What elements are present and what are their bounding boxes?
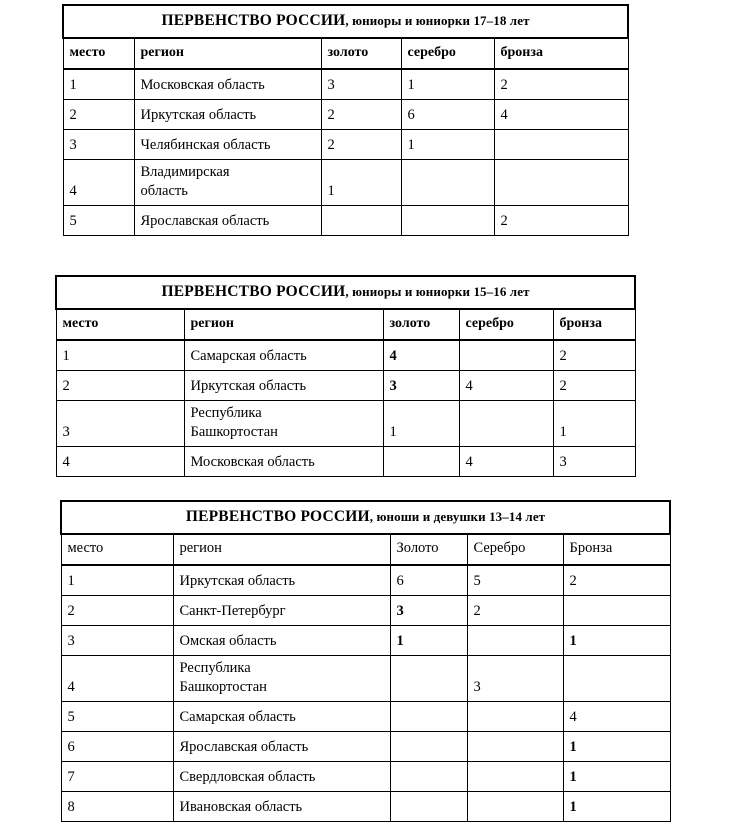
table-title-row (56, 276, 635, 309)
cell-silver: 4 (459, 447, 553, 477)
column-header-silver: Серебро (467, 534, 563, 565)
cell-bronze: 4 (494, 100, 628, 130)
table-body (61, 501, 670, 822)
cell-silver: 1 (401, 69, 494, 100)
table-title-row (61, 501, 670, 534)
table-row (61, 596, 670, 626)
cell-place: 1 (61, 565, 173, 596)
cell-place: 1 (63, 69, 134, 100)
cell-region: Иркутская область (173, 565, 390, 596)
cell-silver (401, 160, 494, 206)
table-title-subtitle: , юниоры и юниорки 17–18 лет (345, 12, 530, 28)
cell-silver: 6 (401, 100, 494, 130)
cell-region: Омская область (173, 626, 390, 656)
cell-silver (467, 792, 563, 822)
table-row (61, 656, 670, 702)
column-header-bronze: Бронза (563, 534, 670, 565)
table-row (63, 160, 628, 206)
table-row (61, 732, 670, 762)
cell-place: 4 (61, 656, 173, 702)
column-header-place: место (63, 38, 134, 69)
table-row (56, 371, 635, 401)
cell-silver: 4 (459, 371, 553, 401)
table-row (61, 565, 670, 596)
cell-region: Ярославская область (173, 732, 390, 762)
cell-gold: 3 (390, 596, 467, 626)
cell-place: 5 (61, 702, 173, 732)
column-header-silver: серебро (401, 38, 494, 69)
table-row (63, 69, 628, 100)
cell-gold (383, 447, 459, 477)
cell-silver (467, 762, 563, 792)
cell-place: 4 (56, 447, 184, 477)
column-header-gold: золото (383, 309, 459, 340)
cell-region: Республика Башкортостан (184, 401, 383, 447)
cell-bronze: 1 (563, 626, 670, 656)
cell-bronze (563, 596, 670, 626)
cell-bronze (494, 160, 628, 206)
column-header-region: регион (184, 309, 383, 340)
column-header-silver: серебро (459, 309, 553, 340)
cell-silver: 2 (467, 596, 563, 626)
cell-bronze: 1 (563, 762, 670, 792)
cell-gold (390, 762, 467, 792)
cell-silver (467, 732, 563, 762)
cell-gold (390, 702, 467, 732)
cell-gold: 1 (390, 626, 467, 656)
table-row (63, 100, 628, 130)
table-title (61, 501, 670, 534)
cell-region: Иркутская область (184, 371, 383, 401)
cell-bronze (494, 130, 628, 160)
cell-gold: 2 (321, 130, 401, 160)
cell-place: 3 (63, 130, 134, 160)
column-header-gold: Золото (390, 534, 467, 565)
table-title-subtitle: , юноши и девушки 13–14 лет (369, 508, 546, 524)
cell-place: 5 (63, 206, 134, 236)
cell-place: 6 (61, 732, 173, 762)
cell-gold: 3 (321, 69, 401, 100)
cell-gold: 3 (383, 371, 459, 401)
cell-gold: 2 (321, 100, 401, 130)
cell-gold: 1 (383, 401, 459, 447)
column-header-region: регион (134, 38, 321, 69)
cell-bronze: 2 (494, 206, 628, 236)
table-row (56, 447, 635, 477)
table-row (63, 130, 628, 160)
cell-region: Ярославская область (134, 206, 321, 236)
cell-silver: 5 (467, 565, 563, 596)
cell-gold (390, 732, 467, 762)
cell-place: 1 (56, 340, 184, 371)
cell-region: Челябинская область (134, 130, 321, 160)
cell-silver (467, 626, 563, 656)
cell-region: Самарская область (184, 340, 383, 371)
cell-silver (401, 206, 494, 236)
cell-bronze: 3 (553, 447, 635, 477)
table-row (63, 206, 628, 236)
column-header-row (61, 534, 670, 565)
cell-place: 8 (61, 792, 173, 822)
cell-gold: 1 (321, 160, 401, 206)
cell-gold: 6 (390, 565, 467, 596)
cell-bronze: 1 (563, 792, 670, 822)
cell-silver (459, 340, 553, 371)
cell-region: Свердловская область (173, 762, 390, 792)
medal-table-17-18 (62, 4, 629, 236)
table-title-subtitle: , юниоры и юниорки 15–16 лет (345, 283, 530, 299)
cell-region: Республика Башкортостан (173, 656, 390, 702)
cell-bronze: 2 (553, 371, 635, 401)
cell-bronze: 2 (553, 340, 635, 371)
cell-place: 2 (63, 100, 134, 130)
cell-place: 4 (63, 160, 134, 206)
cell-region: Владимирская область (134, 160, 321, 206)
cell-place: 3 (61, 626, 173, 656)
cell-gold (321, 206, 401, 236)
column-header-gold: золото (321, 38, 401, 69)
cell-region: Иркутская область (134, 100, 321, 130)
cell-silver (467, 702, 563, 732)
table-body (56, 276, 635, 477)
cell-region: Московская область (184, 447, 383, 477)
cell-gold (390, 792, 467, 822)
cell-region: Московская область (134, 69, 321, 100)
table-title (56, 276, 635, 309)
column-header-row (56, 309, 635, 340)
cell-place: 3 (56, 401, 184, 447)
cell-silver (459, 401, 553, 447)
medal-table-15-16 (55, 275, 636, 477)
cell-bronze: 1 (553, 401, 635, 447)
cell-bronze: 2 (494, 69, 628, 100)
cell-bronze (563, 656, 670, 702)
cell-place: 2 (56, 371, 184, 401)
table-body (63, 5, 628, 236)
table-title (63, 5, 628, 38)
table-title-main: ПЕРВЕНСТВО РОССИИ (161, 11, 346, 29)
cell-gold (390, 656, 467, 702)
table-row (61, 762, 670, 792)
table-row (61, 626, 670, 656)
cell-region: Ивановская область (173, 792, 390, 822)
cell-gold: 4 (383, 340, 459, 371)
cell-region: Самарская область (173, 702, 390, 732)
cell-silver: 1 (401, 130, 494, 160)
column-header-bronze: бронза (494, 38, 628, 69)
table-row (61, 792, 670, 822)
cell-bronze: 1 (563, 732, 670, 762)
table-row (61, 702, 670, 732)
cell-bronze: 2 (563, 565, 670, 596)
table-title-main: ПЕРВЕНСТВО РОССИИ (185, 507, 370, 525)
column-header-place: место (56, 309, 184, 340)
cell-place: 2 (61, 596, 173, 626)
column-header-bronze: бронза (553, 309, 635, 340)
medal-table-13-14 (60, 500, 671, 822)
table-title-main: ПЕРВЕНСТВО РОССИИ (161, 282, 346, 300)
table-title-row (63, 5, 628, 38)
column-header-place: место (61, 534, 173, 565)
cell-silver: 3 (467, 656, 563, 702)
cell-bronze: 4 (563, 702, 670, 732)
cell-place: 7 (61, 762, 173, 792)
cell-region: Санкт-Петербург (173, 596, 390, 626)
table-row (56, 340, 635, 371)
column-header-row (63, 38, 628, 69)
table-row (56, 401, 635, 447)
column-header-region: регион (173, 534, 390, 565)
